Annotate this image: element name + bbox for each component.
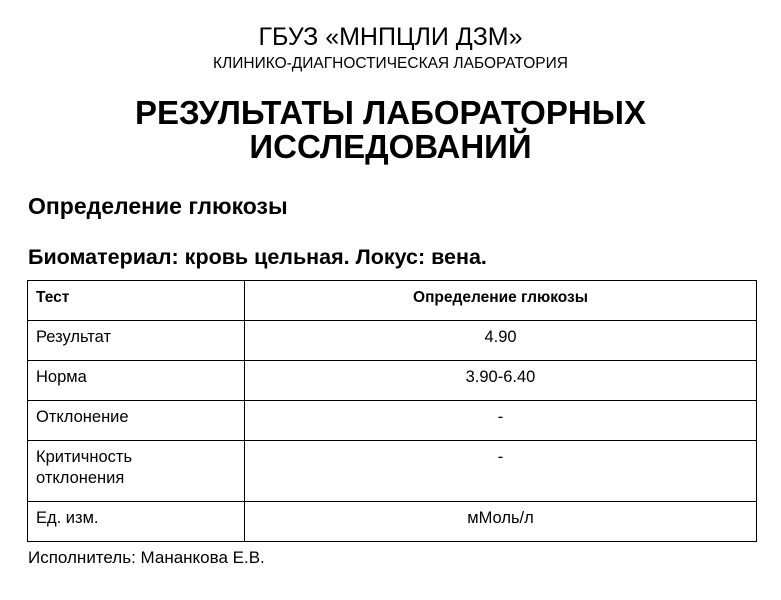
table-row-norm [28, 361, 757, 401]
row-label-line-2: отклонения [36, 469, 125, 487]
organization-name: ГБУЗ «МНПЦЛИ ДЗМ» [258, 23, 523, 51]
deviation-value: - [245, 401, 757, 441]
document-title-line-1: РЕЗУЛЬТАТЫ ЛАБОРАТОРНЫХ [135, 94, 646, 131]
document-title-line-2: ИССЛЕДОВАНИЙ [249, 128, 532, 165]
criticality-value: - [245, 441, 757, 502]
row-label-line-1: Критичность [36, 448, 133, 466]
laboratory-subtitle: КЛИНИКО-ДИАГНОСТИЧЕСКАЯ ЛАБОРАТОРИЯ [213, 55, 568, 72]
table-row-deviation [28, 401, 757, 441]
test-heading: Определение глюкозы [28, 193, 288, 219]
row-label: Норма [28, 361, 245, 401]
row-label: Отклонение [28, 401, 245, 441]
result-value: 4.90 [245, 321, 757, 361]
document-title [0, 96, 781, 164]
units-value: мМоль/л [245, 502, 757, 542]
results-table [27, 280, 757, 542]
row-label [28, 441, 245, 502]
executor-line: Исполнитель: Мананкова Е.В. [28, 548, 265, 567]
table-row-result [28, 321, 757, 361]
column-header-test-name: Определение глюкозы [245, 281, 757, 321]
table-row-criticality [28, 441, 757, 502]
table-header-row [28, 281, 757, 321]
row-label: Результат [28, 321, 245, 361]
row-label: Ед. изм. [28, 502, 245, 542]
column-header-test: Тест [28, 281, 245, 321]
biomaterial-line: Биоматериал: кровь цельная. Локус: вена. [28, 245, 487, 269]
norm-value: 3.90-6.40 [245, 361, 757, 401]
table-row-units [28, 502, 757, 542]
